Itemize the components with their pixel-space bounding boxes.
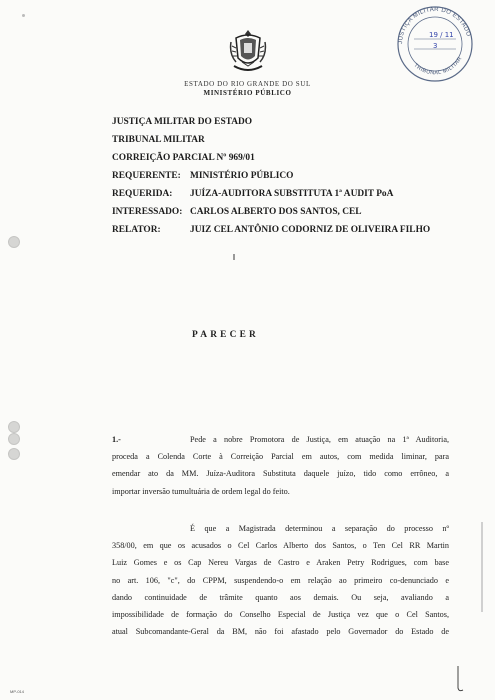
interessado-value: CARLOS ALBERTO DOS SANTOS, CEL xyxy=(190,207,362,217)
requerente-label: REQUERENTE: xyxy=(112,171,181,181)
paragraph-2-line: impossibilidade de formação do Conselho Especial de Justiça vez que o Cel Santos, xyxy=(112,610,449,620)
requerida-label: REQUERIDA: xyxy=(112,189,173,199)
stamp-number-handwritten: 3 xyxy=(433,42,438,50)
svg-text:TRIBUNAL MILITAR xyxy=(412,56,463,76)
requerida-value: JUÍZA-AUDITORA SUBSTITUTA 1ª AUDIT PoA xyxy=(190,189,394,199)
paragraph-1-line: Pede a nobre Promotora de Justiça, em atuação na 1ª Auditoria, xyxy=(190,435,449,444)
punch-hole xyxy=(8,421,20,433)
paragraph-2-line: É que a Magistrada determinou a separação do processo nº xyxy=(190,524,449,533)
court-receipt-stamp xyxy=(390,4,480,82)
document-title: PARECER xyxy=(192,330,260,340)
paragraph-number: 1.- xyxy=(112,435,121,444)
relator-value: JUIZ CEL ANTÔNIO CODORNIZ DE OLIVEIRA FILHO xyxy=(190,225,431,235)
stamp-top-text: JUSTIÇA MILITAR DO ESTADO xyxy=(397,6,472,45)
paragraph-2-line: 358/00, em que os acusados o Cel Carlos Alberto dos Santos, o Ten Cel RR Martin xyxy=(112,541,449,551)
interessado-label: INTERESSADO: xyxy=(112,207,183,217)
coat-of-arms-icon xyxy=(228,28,268,76)
form-code: MP-014 xyxy=(10,689,25,694)
paragraph-2 xyxy=(112,520,449,640)
scan-mark xyxy=(233,254,235,260)
court-line: JUSTIÇA MILITAR DO ESTADO xyxy=(112,117,253,127)
handwritten-corner-mark xyxy=(455,664,465,694)
relator-label: RELATOR: xyxy=(112,225,161,235)
paragraph-1 xyxy=(112,431,449,500)
paragraph-2-line: Luiz Gomes e os Cap Nereu Vargas de Castro e Araken Petry Rodrigues, com base xyxy=(112,558,449,568)
page-edge-mark xyxy=(481,522,483,612)
stamp-bottom-text: TRIBUNAL MILITAR xyxy=(412,55,464,77)
state-name: ESTADO DO RIO GRANDE DO SUL xyxy=(184,80,311,88)
punch-hole xyxy=(8,448,20,460)
paragraph-2-line: atual Subcomandante-Geral da BM, não foi afastado pelo Governador do Estado de xyxy=(112,627,449,637)
paragraph-1-line: importar inversão tumultuária de ordem legal do feito. xyxy=(112,486,290,496)
stamp-date-handwritten: 19 / 11 xyxy=(429,31,454,39)
requerente-value: MINISTÉRIO PÚBLICO xyxy=(190,171,294,181)
paragraph-1-line: emendar ato da MM. Juíza-Auditora Substituta daquele juízo, tido como errôneo, a xyxy=(112,469,449,479)
tribunal-line: TRIBUNAL MILITAR xyxy=(112,135,205,145)
ministry-name: MINISTÉRIO PÚBLICO xyxy=(203,89,292,97)
paragraph-2-line: no art. 106, "c", do CPPM, suspendendo-o em relação ao primeiro co-denunciado e xyxy=(112,575,449,585)
paragraph-2-line: dando continuidade de trâmite quanto aos demais. Ou seja, avaliando a xyxy=(112,592,449,602)
paragraph-1-line: proceda a Colenda Corte à Correição Parcial em autos, com medida liminar, para xyxy=(112,452,449,462)
punch-hole xyxy=(8,236,20,248)
correicao-line: CORREIÇÃO PARCIAL Nº 969/01 xyxy=(112,153,255,163)
punch-hole xyxy=(8,433,20,445)
scan-speck xyxy=(22,14,25,17)
